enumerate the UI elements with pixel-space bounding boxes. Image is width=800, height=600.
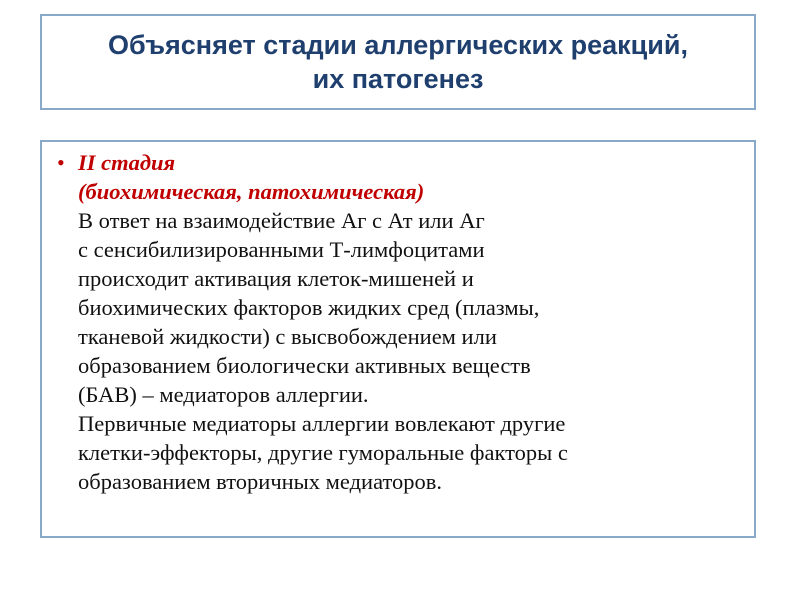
- slide-title-box: [40, 14, 756, 110]
- content-text-block: [78, 148, 750, 496]
- stage-subheading: (биохимическая, патохимическая): [78, 179, 425, 204]
- body-line: Первичные медиаторы аллергии вовлекают другие: [78, 411, 566, 436]
- body-line: образованием вторичных медиаторов.: [78, 469, 443, 494]
- body-line: биохимических факторов жидких сред (плазмы,: [78, 295, 540, 320]
- body-line: В ответ на взаимодействие Аг с Ат или Аг: [78, 208, 485, 233]
- slide-title-line-2: их патогенез: [312, 64, 484, 94]
- stage-heading: II стадия: [78, 150, 176, 175]
- body-line: (БАВ) – медиаторов аллергии.: [78, 382, 369, 407]
- body-line: происходит активация клеток-мишеней и: [78, 266, 474, 291]
- body-line: с сенсибилизированными Т-лимфоцитами: [78, 237, 485, 262]
- bullet-marker: •: [57, 150, 65, 175]
- slide-content-box: [40, 140, 756, 538]
- slide-title-line-1: Объясняет стадии аллергических реакций,: [108, 30, 688, 60]
- body-line: клетки-эффекторы, другие гуморальные факторы с: [78, 440, 568, 465]
- body-line: тканевой жидкости) с высвобождением или: [78, 324, 497, 349]
- body-line: образованием биологически активных веществ: [78, 353, 531, 378]
